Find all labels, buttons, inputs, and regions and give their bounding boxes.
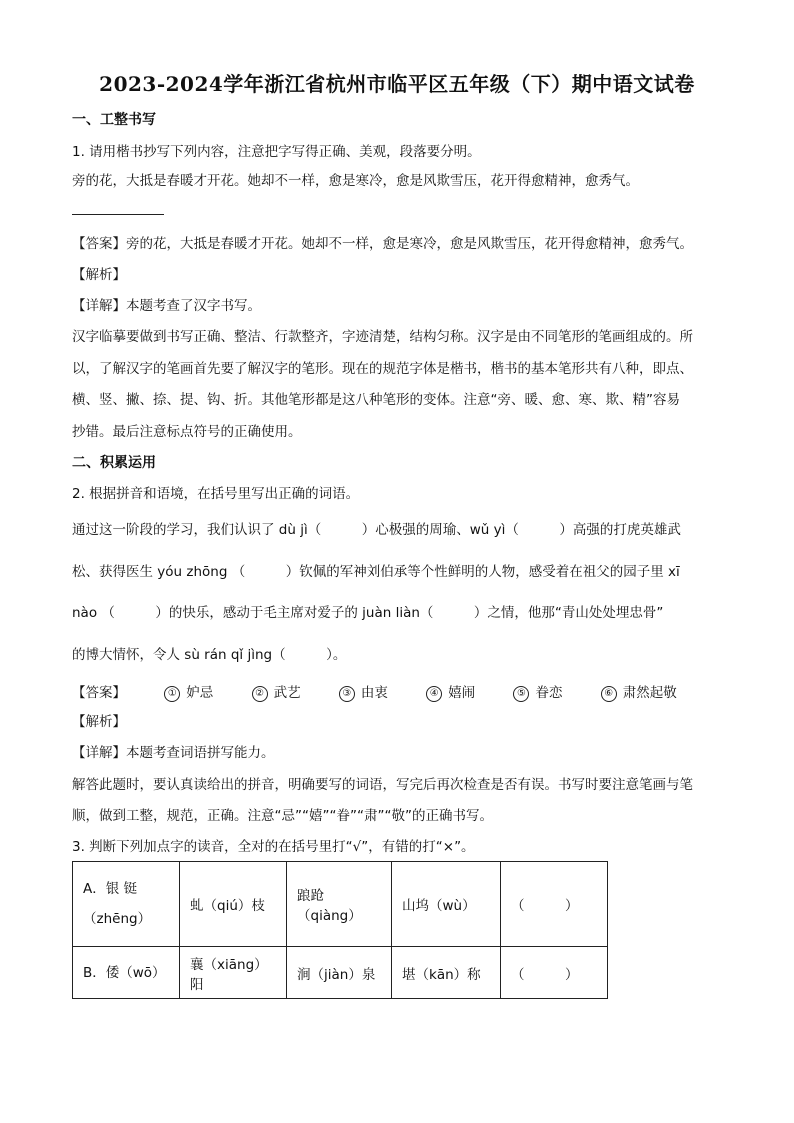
q1-detail-line: 以，了解汉字的笔画首先要了解汉字的笔形。现在的规范字体是楷书，楷书的基本笔形共有八种，即点、: [72, 361, 693, 377]
q1-writing-line: [72, 214, 164, 215]
answer-blank[interactable]: （ ）: [501, 947, 608, 999]
section-heading-1: 一、工整书写: [72, 112, 156, 128]
number-badge: ⑥: [601, 686, 617, 702]
q1-answer-text: 旁的花，大抵是春暖才开花。她却不一样，愈是寒冷，愈是风欺雪压，花开得愈精神，愈秀气。: [126, 236, 693, 252]
table-row: [73, 947, 608, 999]
q2-line: 松、获得医生 yóu zhōng （ ）钦佩的军神刘伯承等个性鲜明的人物，感受着在祖父的园子里 xī: [72, 564, 680, 580]
q2-detail: [72, 744, 275, 762]
answer-tag: 【答案】: [72, 685, 126, 701]
table-row: [73, 862, 608, 947]
number-badge: ①: [164, 686, 180, 702]
q1-prompt: 1. 请用楷书抄写下列内容，注意把字写得正确、美观，段落要分明。: [72, 144, 481, 160]
q1-detail: [72, 297, 261, 315]
page-title: 2023-2024学年浙江省杭州市临平区五年级（下）期中语文试卷: [99, 72, 695, 96]
answer-item: [252, 685, 301, 701]
answer-word: 眷恋: [535, 685, 563, 701]
table-cell: 踉跄（qiàng）: [287, 862, 392, 947]
detail-tag: 【详解】: [72, 745, 126, 761]
answer-word: 由衷: [360, 685, 388, 701]
answer-word: 嬉闹: [448, 685, 476, 701]
table-cell: B．倭（wō）: [73, 947, 180, 999]
table-cell: 山坞（wù）: [392, 862, 501, 947]
q3-table: [72, 861, 608, 999]
q1-text: 旁的花，大抵是春暖才开花。她却不一样，愈是寒冷，愈是风欺雪压，花开得愈精神，愈秀气。: [72, 173, 639, 189]
answer-word: 妒忌: [186, 685, 214, 701]
q1-detail-line: 抄错。最后注意标点符号的正确使用。: [72, 424, 302, 440]
answer-word: 武艺: [273, 685, 301, 701]
q2-detail-1: 本题考查词语拼写能力。: [126, 745, 275, 761]
q2-line: nào （ ）的快乐，感动于毛主席对爱子的 juàn liàn（ ）之情，他那“青山处处埋忠骨”: [72, 605, 664, 621]
detail-tag: 【详解】: [72, 298, 126, 314]
q1-detail-1: 本题考查了汉字书写。: [126, 298, 261, 314]
answer-item: [513, 685, 562, 701]
table-cell: 襄（xiāng）阳: [180, 947, 287, 999]
answer-item: [426, 685, 475, 701]
answer-tag: 【答案】: [72, 236, 126, 252]
table-cell: 堪（kān）称: [392, 947, 501, 999]
number-badge: ⑤: [513, 686, 529, 702]
answer-word: 肃然起敬: [622, 685, 677, 701]
number-badge: ②: [252, 686, 268, 702]
q1-answer: [72, 235, 693, 253]
table-cell: 虬（qiú）枝: [180, 862, 287, 947]
q1-detail-line: 汉字临摹要做到书写正确、整洁、行款整齐，字迹清楚，结构匀称。汉字是由不同笔形的笔画组成的。所: [72, 329, 693, 345]
number-badge: ③: [339, 686, 355, 702]
answer-item: [601, 685, 677, 701]
answer-item: [164, 685, 213, 701]
q2-detail-line: 解答此题时，要认真读给出的拼音，明确要写的词语，写完后再次检查是否有误。书写时要注意笔画与笔: [72, 777, 693, 793]
q1-detail-line: 横、竖、撇、捺、提、钩、折。其他笔形都是这八种笔形的变体。注意“旁、暖、愈、寒、欺、精”容易: [72, 392, 680, 408]
section-heading-2: 二、积累运用: [72, 455, 156, 471]
answer-item: [339, 685, 388, 701]
answer-blank[interactable]: （ ）: [501, 862, 608, 947]
q2-answer-list: [72, 681, 677, 702]
table-cell: A．银 铤（zhēng）: [73, 862, 180, 947]
q2-line: 的博大情怀，令人 sù rán qǐ jìng（ ）。: [72, 647, 347, 663]
q2-detail-line: 顺，做到工整，规范，正确。注意“忌”“嬉”“眷”“肃”“敬”的正确书写。: [72, 808, 493, 824]
number-badge: ④: [426, 686, 442, 702]
q1-analysis-tag: 【解析】: [72, 267, 126, 283]
q2-analysis-tag: 【解析】: [72, 714, 126, 730]
q3-prompt: 3. 判断下列加点字的读音，全对的在括号里打“√”，有错的打“×”。: [72, 839, 475, 855]
q2-line: 通过这一阶段的学习，我们认识了 dù jì（ ）心极强的周瑜、wǔ yì（ ）高强的打虎英雄武: [72, 522, 681, 538]
table-cell: 涧（jiàn）泉: [287, 947, 392, 999]
q2-prompt: 2. 根据拼音和语境，在括号里写出正确的词语。: [72, 486, 360, 502]
